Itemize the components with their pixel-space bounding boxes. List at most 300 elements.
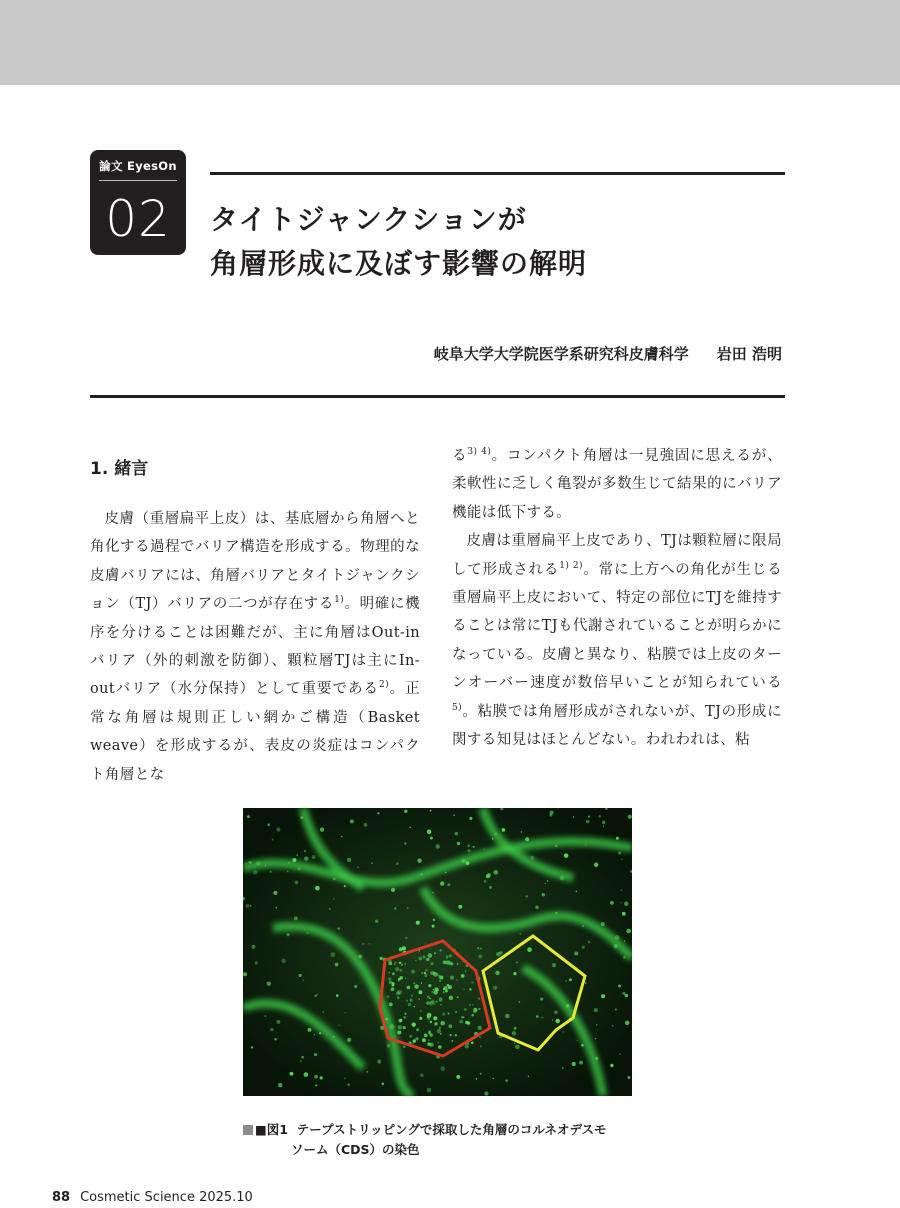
stain-granule bbox=[477, 947, 479, 949]
stain-granule bbox=[618, 851, 621, 854]
stain-granule bbox=[610, 1064, 613, 1067]
stain-granule bbox=[582, 925, 584, 927]
stain-granule bbox=[542, 893, 545, 896]
stain-granule bbox=[329, 908, 331, 910]
stain-granule bbox=[439, 998, 443, 1002]
stain-granule bbox=[387, 1044, 390, 1047]
stain-granule bbox=[442, 1013, 445, 1016]
reference: 1) 2) bbox=[559, 560, 583, 571]
stain-granule bbox=[603, 825, 604, 826]
stain-granule bbox=[331, 952, 336, 957]
stain-granule bbox=[246, 904, 250, 908]
stain-granule bbox=[624, 940, 625, 941]
stain-granule bbox=[251, 945, 255, 949]
stain-granule bbox=[427, 1088, 432, 1093]
stain-granule bbox=[333, 1036, 335, 1038]
stain-granule bbox=[573, 816, 574, 817]
stain-granule bbox=[475, 1078, 477, 1080]
stain-granule bbox=[461, 1016, 463, 1018]
stain-granule bbox=[440, 881, 444, 885]
stain-granule bbox=[455, 832, 459, 836]
stain-granule bbox=[449, 954, 452, 957]
stain-granule bbox=[473, 1010, 476, 1013]
stain-granule bbox=[404, 843, 406, 845]
stain-granule bbox=[403, 1045, 406, 1048]
stain-granule bbox=[417, 858, 421, 862]
stain-granule bbox=[396, 862, 399, 865]
title-line-1: タイトジャンクションが bbox=[210, 203, 527, 236]
text-run: 。明確に機序を分けることは困難だが、主に角層はOut-inバリア（外的刺激を防御）、顆粒層TJは主にIn-outバリア（水分保持）として重要である bbox=[90, 596, 420, 698]
text-run: 皮膚は重層扁平上皮であり、TJは顆粒層に限局して形成される bbox=[452, 533, 782, 578]
stain-granule bbox=[484, 880, 487, 883]
stain-granule bbox=[251, 1046, 253, 1048]
stain-granule bbox=[430, 837, 433, 840]
stain-granule bbox=[457, 996, 459, 998]
stain-granule bbox=[519, 1001, 520, 1002]
stain-granule bbox=[418, 990, 422, 994]
stain-granule bbox=[562, 1067, 564, 1069]
stain-granule bbox=[411, 970, 415, 974]
stain-granule bbox=[594, 1008, 598, 1012]
text-run: 。常に上方への角化が生じる重層扁平上皮において、特定の部位にTJを維持することは常にTJも代謝されていることが明らかになっている。皮膚と異なり、粘膜では上皮のターンオーバー速度が数倍早いことが知られている bbox=[452, 561, 782, 692]
stain-granule bbox=[515, 1044, 520, 1049]
stain-granule bbox=[433, 1016, 437, 1020]
stain-granule bbox=[502, 828, 506, 832]
stain-granule bbox=[455, 1034, 457, 1036]
stain-granule bbox=[307, 932, 309, 934]
stain-granule bbox=[468, 849, 471, 852]
stain-granule bbox=[620, 1054, 621, 1055]
stain-granule bbox=[449, 996, 453, 1000]
stain-granule bbox=[338, 927, 340, 929]
stain-granule bbox=[471, 1042, 474, 1045]
stain-granule bbox=[366, 1071, 368, 1073]
stain-granule bbox=[555, 845, 557, 847]
stain-granule bbox=[440, 1021, 444, 1025]
badge-number: 02 bbox=[105, 190, 171, 248]
stain-granule bbox=[419, 1017, 422, 1020]
stain-granule bbox=[430, 810, 432, 812]
page-footer bbox=[52, 1190, 253, 1205]
stain-granule bbox=[437, 1042, 439, 1044]
stain-granule bbox=[287, 871, 289, 873]
stain-granule bbox=[512, 1031, 516, 1035]
stain-granule bbox=[409, 1035, 412, 1038]
stain-granule bbox=[438, 1045, 441, 1048]
stain-granule bbox=[480, 1073, 482, 1075]
stain-granule bbox=[408, 1003, 411, 1006]
stain-granule bbox=[440, 1004, 442, 1006]
stain-granule bbox=[535, 906, 539, 910]
stain-granule bbox=[299, 974, 302, 977]
stain-granule bbox=[595, 1057, 598, 1060]
stain-granule bbox=[371, 862, 373, 864]
article-title bbox=[210, 198, 785, 286]
stain-granule bbox=[440, 1033, 442, 1035]
stain-granule bbox=[625, 994, 628, 997]
stain-granule bbox=[392, 972, 395, 975]
stain-granule bbox=[463, 988, 465, 990]
stain-granule bbox=[478, 1026, 483, 1031]
stain-granule bbox=[267, 824, 270, 827]
stain-granule bbox=[463, 1016, 465, 1018]
text-run: 。粘膜では角層形成がされないが、TJの形成に関する知見はほとんどない。われわれは、粘 bbox=[452, 703, 782, 749]
stain-granule bbox=[456, 1075, 460, 1079]
stain-granule bbox=[440, 1066, 445, 1071]
author-name: 岩田 浩明 bbox=[716, 345, 782, 363]
stain-granule bbox=[453, 814, 455, 816]
stain-granule bbox=[618, 984, 621, 987]
stain-granule bbox=[389, 981, 392, 984]
stain-granule bbox=[350, 819, 354, 823]
stain-granule bbox=[566, 1004, 569, 1007]
stain-granule bbox=[415, 960, 417, 962]
stain-granule bbox=[628, 815, 632, 819]
stain-granule bbox=[354, 985, 357, 988]
stain-granule bbox=[480, 948, 482, 950]
stain-granule bbox=[412, 1023, 416, 1027]
stain-granule bbox=[399, 1019, 402, 1022]
stain-granule bbox=[465, 1021, 469, 1025]
stain-granule bbox=[469, 1004, 471, 1006]
stain-granule bbox=[471, 1014, 473, 1016]
stain-granule bbox=[431, 1000, 435, 1004]
stain-granule bbox=[519, 933, 521, 935]
stain-granule bbox=[272, 839, 274, 841]
stain-granule bbox=[471, 981, 473, 983]
stain-granule bbox=[333, 898, 335, 900]
figure-image bbox=[243, 808, 632, 1096]
stain-granule bbox=[426, 958, 429, 961]
stain-granule bbox=[457, 842, 460, 845]
stain-granule bbox=[577, 1040, 579, 1042]
stain-granule bbox=[423, 955, 426, 958]
stain-granule bbox=[439, 980, 441, 982]
stain-granule bbox=[579, 1061, 583, 1065]
stain-granule bbox=[314, 1034, 315, 1035]
stain-granule bbox=[428, 1032, 430, 1034]
stain-granule bbox=[572, 1062, 576, 1066]
stain-granule bbox=[461, 974, 465, 978]
stain-granule bbox=[347, 1083, 350, 1086]
stain-granule bbox=[560, 876, 565, 881]
stain-granule bbox=[377, 1060, 381, 1064]
stain-granule bbox=[472, 1004, 474, 1006]
caption-line-1: テープストリッピングで採取した角層のコルネオデスモ bbox=[296, 1122, 607, 1137]
stain-granule bbox=[409, 827, 411, 829]
stain-granule bbox=[478, 997, 480, 999]
stain-granule bbox=[391, 888, 395, 892]
header-band bbox=[0, 0, 900, 85]
stain-granule bbox=[585, 844, 587, 846]
stain-granule bbox=[264, 865, 266, 867]
stain-granule bbox=[493, 986, 497, 990]
section-rule bbox=[90, 395, 785, 398]
stain-granule bbox=[499, 951, 502, 954]
caption-marker bbox=[243, 1125, 253, 1135]
stain-granule bbox=[505, 1014, 510, 1019]
stain-granule bbox=[292, 858, 296, 862]
stain-granule bbox=[395, 967, 399, 971]
stain-granule bbox=[564, 853, 569, 858]
stain-granule bbox=[421, 972, 423, 974]
stain-granule bbox=[418, 957, 422, 961]
stain-granule bbox=[493, 1078, 495, 1080]
stain-granule bbox=[446, 985, 450, 989]
stain-granule bbox=[439, 1027, 441, 1029]
stain-granule bbox=[458, 905, 462, 909]
stain-granule bbox=[489, 886, 492, 889]
stain-granule bbox=[290, 1072, 294, 1076]
stain-granule bbox=[418, 998, 419, 999]
text-run: 。正常な角層は規則正しい網かご構造（Basket weave）を形成するが、表皮の炎症はコンパクト角層とな bbox=[90, 681, 420, 783]
stain-granule bbox=[612, 1025, 614, 1027]
stain-granule bbox=[621, 902, 622, 903]
stain-granule bbox=[459, 1020, 463, 1024]
stain-granule bbox=[401, 964, 403, 966]
stain-granule bbox=[540, 998, 543, 1001]
text-run: 。コンパクト角層は一見強固に思えるが、柔軟性に乏しく亀裂が多数生じて結果的にバリア機能は低下する。 bbox=[452, 448, 782, 521]
stain-granule bbox=[414, 984, 418, 988]
stain-granule bbox=[602, 821, 605, 824]
stain-granule bbox=[431, 991, 434, 994]
figure-caption bbox=[243, 1120, 643, 1160]
stain-granule bbox=[431, 962, 434, 965]
stain-granule bbox=[467, 844, 470, 847]
stain-granule bbox=[574, 951, 578, 955]
stain-granule bbox=[314, 1075, 318, 1079]
stain-granule bbox=[456, 979, 457, 980]
stain-granule bbox=[433, 972, 438, 977]
stain-granule bbox=[288, 862, 290, 864]
stain-granule bbox=[505, 1079, 507, 1081]
stain-granule bbox=[404, 1013, 406, 1015]
stain-granule bbox=[437, 1029, 441, 1033]
stain-granule bbox=[320, 1076, 323, 1079]
stain-granule bbox=[399, 962, 402, 965]
stain-granule bbox=[275, 907, 277, 909]
stain-granule bbox=[249, 861, 252, 864]
stain-granule bbox=[322, 1011, 324, 1013]
stain-granule bbox=[315, 1084, 317, 1086]
stain-granule bbox=[357, 867, 358, 868]
stain-granule bbox=[333, 878, 336, 881]
stain-granule bbox=[447, 883, 450, 886]
stain-granule bbox=[245, 863, 246, 864]
stain-granule bbox=[555, 912, 557, 914]
stain-granule bbox=[247, 815, 250, 818]
stain-granule bbox=[274, 1038, 276, 1040]
stain-granule bbox=[483, 848, 484, 849]
stain-granule bbox=[415, 1037, 418, 1040]
stain-granule bbox=[450, 976, 454, 980]
stain-granule bbox=[478, 954, 482, 958]
stain-granule bbox=[344, 885, 346, 887]
stain-granule bbox=[550, 811, 554, 815]
stain-granule bbox=[267, 982, 271, 986]
stain-granule bbox=[286, 933, 289, 936]
stain-granule bbox=[466, 861, 470, 865]
stain-granule bbox=[588, 941, 591, 944]
stain-granule bbox=[625, 1021, 630, 1026]
stain-granule bbox=[347, 1038, 351, 1042]
stain-granule bbox=[273, 891, 277, 895]
stain-granule bbox=[407, 907, 409, 909]
author-affiliation bbox=[90, 343, 782, 364]
title-line-2: 角層形成に及ぼす影響の解明 bbox=[210, 247, 588, 280]
stain-granule bbox=[405, 978, 406, 979]
stain-granule bbox=[388, 972, 390, 974]
left-column bbox=[90, 455, 420, 789]
stain-granule bbox=[406, 1000, 408, 1002]
stain-granule bbox=[450, 1034, 452, 1036]
stain-granule bbox=[576, 891, 578, 893]
stain-granule bbox=[256, 861, 260, 865]
stain-granule bbox=[430, 1021, 432, 1023]
stain-granule bbox=[581, 1044, 584, 1047]
stain-granule bbox=[304, 856, 308, 860]
stain-granule bbox=[396, 991, 400, 995]
stain-granule bbox=[521, 831, 522, 832]
stain-granule bbox=[413, 1043, 414, 1044]
paragraph bbox=[452, 527, 782, 754]
stain-granule bbox=[427, 953, 432, 958]
stain-granule bbox=[435, 844, 439, 848]
stain-granule bbox=[527, 947, 532, 952]
stain-granule bbox=[375, 920, 378, 923]
reference: 1) bbox=[334, 595, 345, 606]
stain-granule bbox=[403, 1016, 406, 1019]
stain-granule bbox=[495, 971, 500, 976]
stain-granule bbox=[563, 1031, 564, 1032]
stain-granule bbox=[301, 1056, 304, 1059]
text-run: 皮膚（重層扁平上皮）は、基底層から角層へと角化する過程でバリア構造を形成する。物理的な皮膚バリアには、角層バリアとタイトジャンクション（TJ）バリアの二つが存在する bbox=[90, 511, 420, 613]
stain-granule bbox=[420, 1074, 424, 1078]
fluorescence-micrograph bbox=[243, 808, 632, 1096]
stain-granule bbox=[585, 982, 587, 984]
stain-granule bbox=[429, 1002, 430, 1003]
stain-granule bbox=[270, 1028, 274, 1032]
stain-granule bbox=[525, 837, 529, 841]
stain-granule bbox=[569, 978, 572, 981]
stain-granule bbox=[347, 858, 351, 862]
stain-granule bbox=[314, 1053, 317, 1056]
stain-granule bbox=[528, 1076, 529, 1077]
stain-granule bbox=[270, 871, 272, 873]
badge-divider bbox=[99, 180, 177, 181]
stain-granule bbox=[411, 996, 412, 997]
stain-granule bbox=[493, 870, 498, 875]
stain-granule bbox=[404, 810, 407, 813]
stain-granule bbox=[362, 943, 364, 945]
stain-granule bbox=[616, 837, 619, 840]
stain-granule bbox=[484, 1091, 488, 1095]
stain-granule bbox=[413, 1006, 415, 1008]
stain-granule bbox=[586, 820, 590, 824]
stain-granule bbox=[399, 969, 402, 972]
stain-granule bbox=[623, 956, 626, 959]
paragraph bbox=[90, 505, 420, 789]
reference: 3) 4) bbox=[467, 447, 492, 457]
stain-granule bbox=[385, 1018, 388, 1021]
stain-granule bbox=[276, 827, 280, 831]
stain-granule bbox=[432, 892, 433, 893]
stain-granule bbox=[412, 1039, 416, 1043]
stain-granule bbox=[253, 870, 257, 874]
stain-granule bbox=[448, 1013, 450, 1015]
stain-granule bbox=[424, 973, 427, 976]
stain-granule bbox=[390, 1024, 395, 1029]
stain-granule bbox=[465, 1044, 469, 1048]
stain-granule bbox=[344, 1078, 346, 1080]
stain-granule bbox=[469, 817, 472, 820]
stain-granule bbox=[627, 1076, 630, 1079]
stain-granule bbox=[428, 984, 431, 987]
stain-granule bbox=[425, 969, 428, 972]
stain-granule bbox=[434, 1003, 436, 1005]
stain-granule bbox=[341, 836, 342, 837]
stain-granule bbox=[599, 815, 601, 817]
stain-granule bbox=[465, 971, 466, 972]
stain-granule bbox=[455, 1011, 457, 1013]
stain-granule bbox=[377, 812, 379, 814]
stain-granule bbox=[446, 960, 450, 964]
stain-granule bbox=[434, 952, 436, 954]
stain-granule bbox=[416, 1028, 419, 1031]
stain-granule bbox=[621, 889, 623, 891]
stain-granule bbox=[601, 922, 605, 926]
stain-granule bbox=[407, 986, 411, 990]
title-rule bbox=[210, 172, 785, 175]
stain-granule bbox=[478, 1008, 480, 1010]
stain-granule bbox=[294, 916, 298, 920]
stain-granule bbox=[554, 1011, 558, 1015]
stain-granule bbox=[514, 1027, 517, 1030]
stain-granule bbox=[420, 873, 422, 875]
stain-granule bbox=[427, 1016, 429, 1018]
stain-granule bbox=[389, 1003, 393, 1007]
stain-granule bbox=[596, 1024, 598, 1026]
stain-granule bbox=[552, 963, 556, 967]
stain-granule bbox=[513, 972, 516, 975]
stain-granule bbox=[531, 856, 535, 860]
stain-granule bbox=[594, 863, 599, 868]
reference: 5) bbox=[452, 702, 463, 713]
stain-granule bbox=[541, 1017, 543, 1019]
stain-granule bbox=[364, 823, 368, 827]
stain-granule bbox=[315, 886, 320, 891]
stain-granule bbox=[516, 962, 518, 964]
stain-granule bbox=[434, 987, 438, 991]
stain-granule bbox=[469, 988, 472, 991]
stain-granule bbox=[445, 990, 448, 993]
stain-granule bbox=[552, 1019, 553, 1020]
stain-granule bbox=[624, 902, 629, 907]
stain-granule bbox=[395, 962, 397, 964]
stain-granule bbox=[388, 977, 391, 980]
stain-granule bbox=[295, 881, 299, 885]
stain-granule bbox=[380, 957, 383, 960]
stain-granule bbox=[525, 895, 527, 897]
stain-granule bbox=[250, 905, 252, 907]
stain-granule bbox=[395, 1035, 397, 1037]
stain-granule bbox=[400, 976, 404, 980]
stain-granule bbox=[536, 1015, 539, 1018]
stain-granule bbox=[338, 1025, 340, 1027]
stain-granule bbox=[312, 855, 316, 859]
stain-granule bbox=[588, 816, 590, 818]
journal-issue: Cosmetic Science 2025.10 bbox=[80, 1190, 253, 1205]
